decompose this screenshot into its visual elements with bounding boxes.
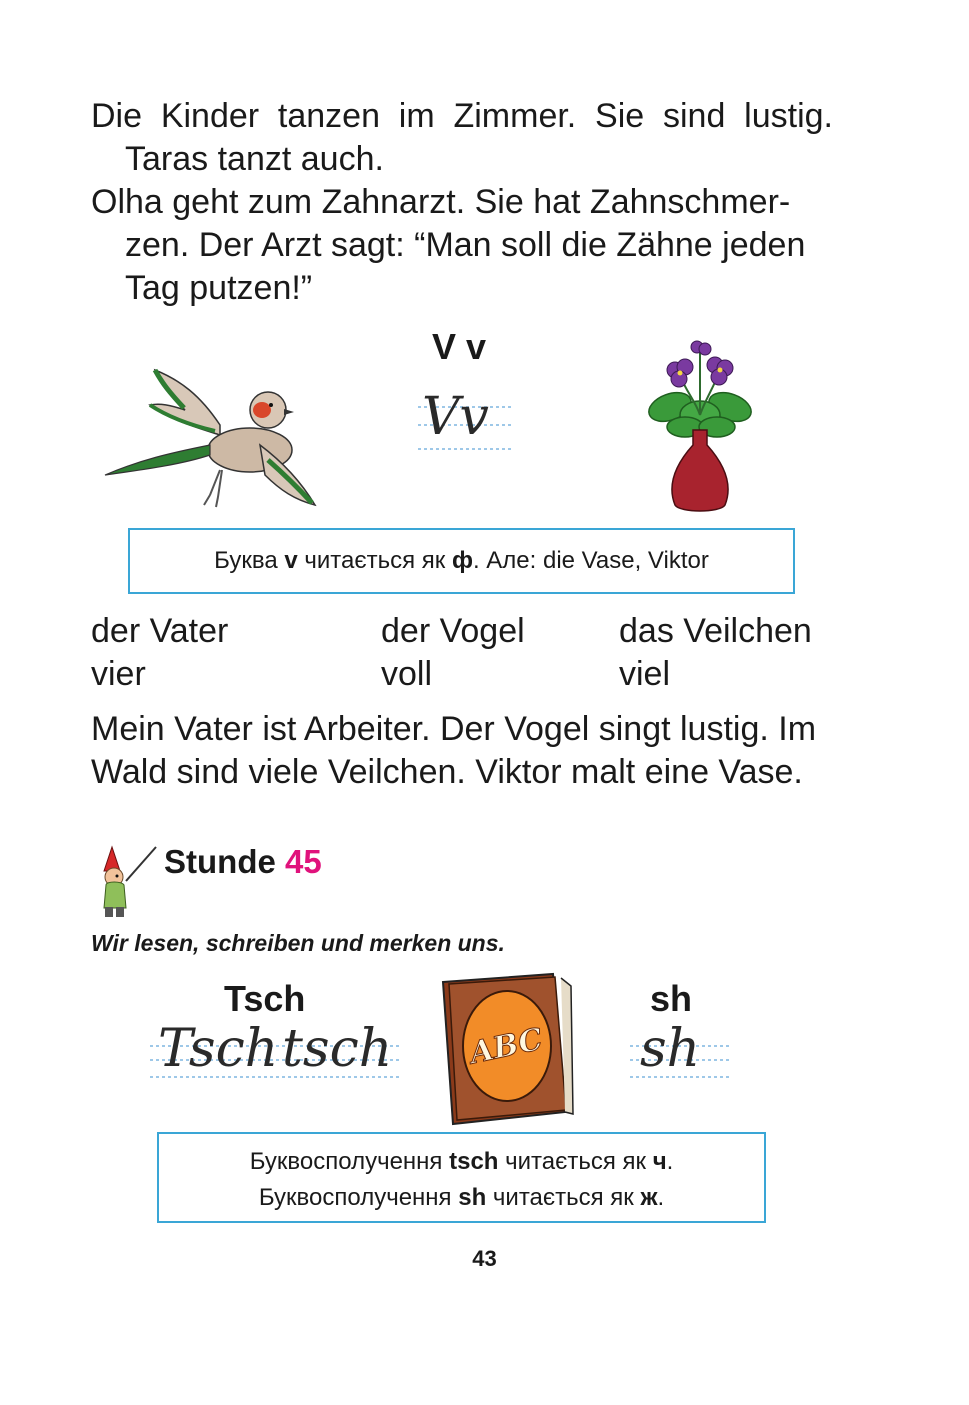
page-number: 43 — [472, 1246, 497, 1271]
word-column-2 — [381, 610, 525, 696]
note-combos-text: . — [666, 1148, 674, 1175]
note-combos-text: читається як — [498, 1148, 653, 1175]
combo-tsch-title: Tsch — [224, 978, 306, 1019]
note-v-letter-v: v — [284, 547, 298, 574]
paragraph-vater — [91, 708, 816, 794]
abc-book-illustration — [435, 972, 575, 1127]
note-box-letter-v — [128, 528, 795, 594]
lesson-title — [164, 843, 322, 881]
word-viel: viel — [619, 655, 671, 693]
note-box-combos — [157, 1132, 766, 1223]
paragraph-kinder-line-2: Taras tanzt auch. — [125, 140, 384, 178]
word-der-vater: der Vater — [91, 612, 229, 650]
note-combos-sh: sh — [458, 1184, 487, 1211]
paragraph-kinder — [91, 95, 833, 181]
note-combos-text: Буквосполучення — [249, 1148, 450, 1175]
note-combos-line-2 — [159, 1180, 764, 1216]
note-combos-zh: ж — [640, 1184, 658, 1211]
note-v-text-3: . Але: die Vase, Viktor — [472, 547, 709, 574]
lesson-instruction: Wir lesen, schreiben und merken uns. — [91, 930, 505, 956]
script-vv: Vv — [422, 387, 489, 447]
lesson-number: 45 — [285, 843, 322, 880]
paragraph-olha-line-3: Tag putzen!” — [125, 269, 313, 307]
paragraph-kinder-line-1: Die Kinder tanzen im Zimmer. Sie sind lustig. — [91, 97, 833, 135]
word-das-veilchen: das Veilchen — [619, 612, 812, 650]
violets-vase-illustration — [645, 335, 755, 515]
script-sh: sh — [640, 1019, 701, 1079]
bird-illustration — [100, 365, 330, 515]
word-der-vogel: der Vogel — [381, 612, 525, 650]
combo-sh-title: sh — [650, 978, 693, 1019]
script-tsch-lower: tsch — [282, 1019, 393, 1079]
paragraph-olha-line-1: Olha geht zum Zahnarzt. Sie hat Zahnschmer- — [91, 183, 791, 221]
note-v-text-1: Буква — [214, 547, 285, 574]
note-combos-text: . — [657, 1184, 665, 1211]
letter-v-title: V v — [432, 326, 487, 367]
paragraph-olha — [91, 181, 805, 310]
abc-book-label: ABC — [466, 1021, 546, 1072]
note-combos-tsch: tsch — [449, 1148, 499, 1175]
teacher-gnome-icon — [96, 843, 158, 918]
note-combos-ch: ч — [652, 1148, 667, 1175]
note-v-text-2: читається як — [297, 547, 452, 574]
note-combos-text: Буквосполучення — [258, 1184, 459, 1211]
script-tsch-upper: Tsch — [158, 1019, 279, 1079]
word-voll: voll — [381, 655, 433, 693]
lesson-label: Stunde — [164, 843, 276, 880]
note-combos-text: читається як — [486, 1184, 641, 1211]
note-v-letter-f: ф — [451, 547, 473, 574]
word-column-1 — [91, 610, 228, 696]
paragraph-vater-line-1: Mein Vater ist Arbeiter. Der Vogel singt lustig. Im — [91, 710, 817, 748]
paragraph-vater-line-2: Wald sind viele Veilchen. Viktor malt eine Vase. — [91, 753, 803, 791]
note-combos-line-1 — [159, 1144, 764, 1180]
word-vier: vier — [91, 655, 146, 693]
paragraph-olha-line-2: zen. Der Arzt sagt: “Man soll die Zähne jeden — [125, 226, 806, 264]
word-column-3 — [619, 610, 812, 696]
